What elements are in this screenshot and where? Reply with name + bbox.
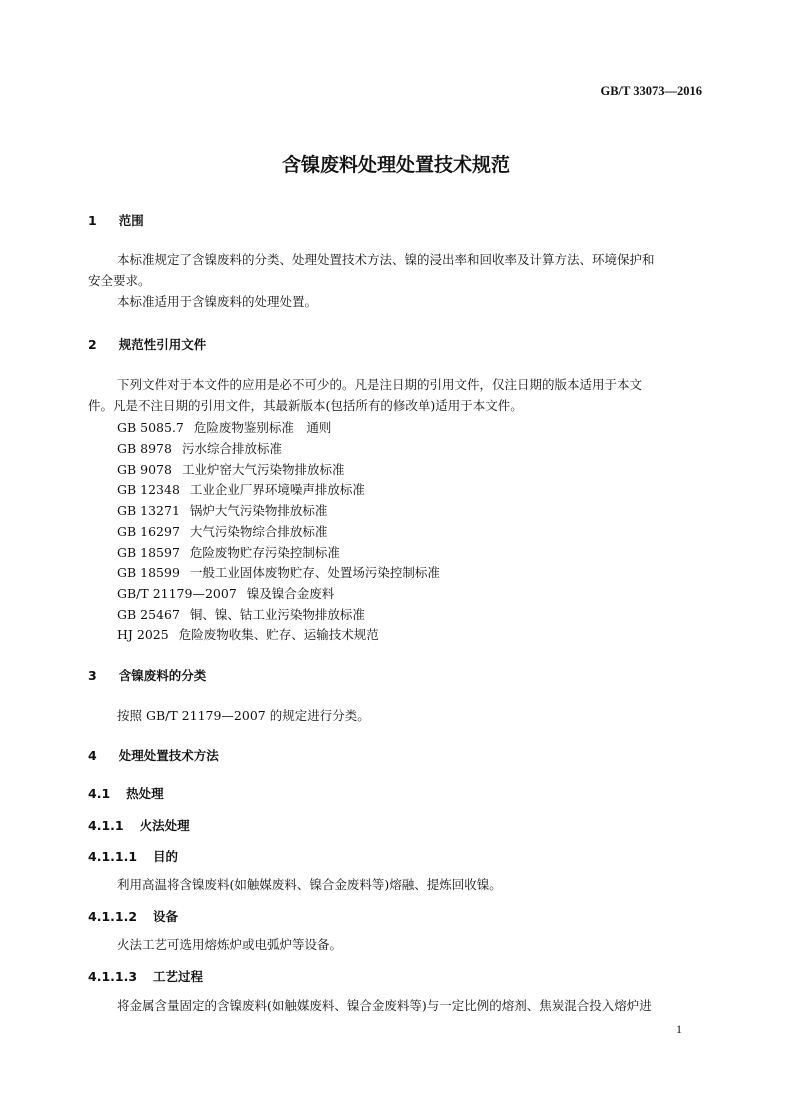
section-number: 4.1.1 <box>88 818 124 833</box>
reference-item <box>117 418 331 436</box>
section-number: 3 <box>88 668 97 683</box>
paragraph: 将金属含量固定的含镍废料(如触媒废料、镍合金废料等)与一定比例的熔剂、焦炭混合投入熔炉进 <box>117 998 652 1013</box>
paragraph: 本标准规定了含镍废料的分类、处理处置技术方法、镍的浸出率和回收率及计算方法、环境保护和 <box>117 252 655 267</box>
reference-item <box>117 522 327 540</box>
section-number: 1 <box>88 213 97 228</box>
reference-name: 危险废物贮存污染控制标准 <box>189 545 340 560</box>
reference-code: GB 18597 <box>117 545 180 560</box>
section-heading-4-1-1-1 <box>88 847 178 865</box>
reference-name: 危险废物鉴别标准 通则 <box>193 420 332 435</box>
section-title: 处理处置技术方法 <box>118 748 219 763</box>
page-number: 1 <box>676 1022 682 1036</box>
section-title: 目的 <box>153 849 179 864</box>
section-heading-2 <box>88 335 206 353</box>
reference-item <box>117 439 282 457</box>
paragraph: 安全要求。 <box>88 273 151 288</box>
reference-name: 铜、镍、钴工业污染物排放标准 <box>189 607 365 622</box>
reference-code: GB/T 21179—2007 <box>117 586 237 601</box>
reference-item <box>117 480 365 498</box>
reference-code: GB 16297 <box>117 524 180 539</box>
reference-name: 工业企业厂界环境噪声排放标准 <box>189 482 365 497</box>
reference-name: 镍及镍合金废料 <box>246 586 335 601</box>
section-title: 规范性引用文件 <box>118 337 207 352</box>
reference-name: 锅炉大气污染物排放标准 <box>189 503 328 518</box>
section-heading-3 <box>88 666 206 684</box>
paragraph: 按照 GB/T 21179—2007 的规定进行分类。 <box>117 708 370 723</box>
section-heading-4 <box>88 746 219 764</box>
reference-name: 一般工业固体废物贮存、处置场污染控制标准 <box>189 565 440 580</box>
reference-code: GB 9078 <box>117 462 172 477</box>
section-title: 范围 <box>118 213 144 228</box>
section-title: 设备 <box>153 909 179 924</box>
reference-item <box>117 584 334 602</box>
reference-name: 污水综合排放标准 <box>181 441 282 456</box>
section-title: 火法处理 <box>139 818 190 833</box>
reference-item <box>117 543 340 561</box>
section-number: 2 <box>88 337 97 352</box>
section-number: 4.1.1.3 <box>88 969 138 984</box>
paragraph: 本标准适用于含镍废料的处理处置。 <box>117 294 318 309</box>
reference-item <box>117 605 365 623</box>
reference-name: 工业炉窑大气污染物排放标准 <box>181 462 345 477</box>
section-title: 含镍废料的分类 <box>118 668 207 683</box>
reference-code: GB 8978 <box>117 441 172 456</box>
reference-item <box>117 460 344 478</box>
document-title: 含镍废料处理处置技术规范 <box>281 154 510 176</box>
section-number: 4.1.1.2 <box>88 909 138 924</box>
reference-name: 危险废物收集、贮存、运输技术规范 <box>178 627 379 642</box>
section-number: 4.1.1.1 <box>88 849 138 864</box>
paragraph: 火法工艺可选用熔炼炉或电弧炉等设备。 <box>117 937 343 952</box>
section-heading-4-1-1-3 <box>88 967 203 985</box>
reference-code: HJ 2025 <box>117 627 169 642</box>
standard-code: GB/T 33073—2016 <box>600 84 702 98</box>
section-number: 4.1 <box>88 786 111 801</box>
section-title: 工艺过程 <box>153 969 204 984</box>
section-heading-4-1-1-2 <box>88 907 178 925</box>
paragraph: 件。凡是不注日期的引用文件，其最新版本(包括所有的修改单)适用于本文件。 <box>88 398 523 413</box>
section-heading-4-1 <box>88 784 164 802</box>
reference-name: 大气污染物综合排放标准 <box>189 524 328 539</box>
section-title: 热处理 <box>126 786 164 801</box>
reference-code: GB 13271 <box>117 503 180 518</box>
section-number: 4 <box>88 748 97 763</box>
section-heading-4-1-1 <box>88 816 190 834</box>
reference-code: GB 18599 <box>117 565 180 580</box>
reference-item <box>117 501 327 519</box>
reference-item <box>117 625 379 643</box>
reference-item <box>117 563 440 581</box>
reference-code: GB 12348 <box>117 482 180 497</box>
reference-code: GB 25467 <box>117 607 180 622</box>
reference-code: GB 5085.7 <box>117 420 184 435</box>
paragraph: 下列文件对于本文件的应用是必不可少的。凡是注日期的引用文件，仅注日期的版本适用于本文 <box>117 377 643 392</box>
paragraph: 利用高温将含镍废料(如触媒废料、镍合金废料等)熔融、提炼回收镍。 <box>117 877 502 892</box>
section-heading-1 <box>88 211 144 229</box>
